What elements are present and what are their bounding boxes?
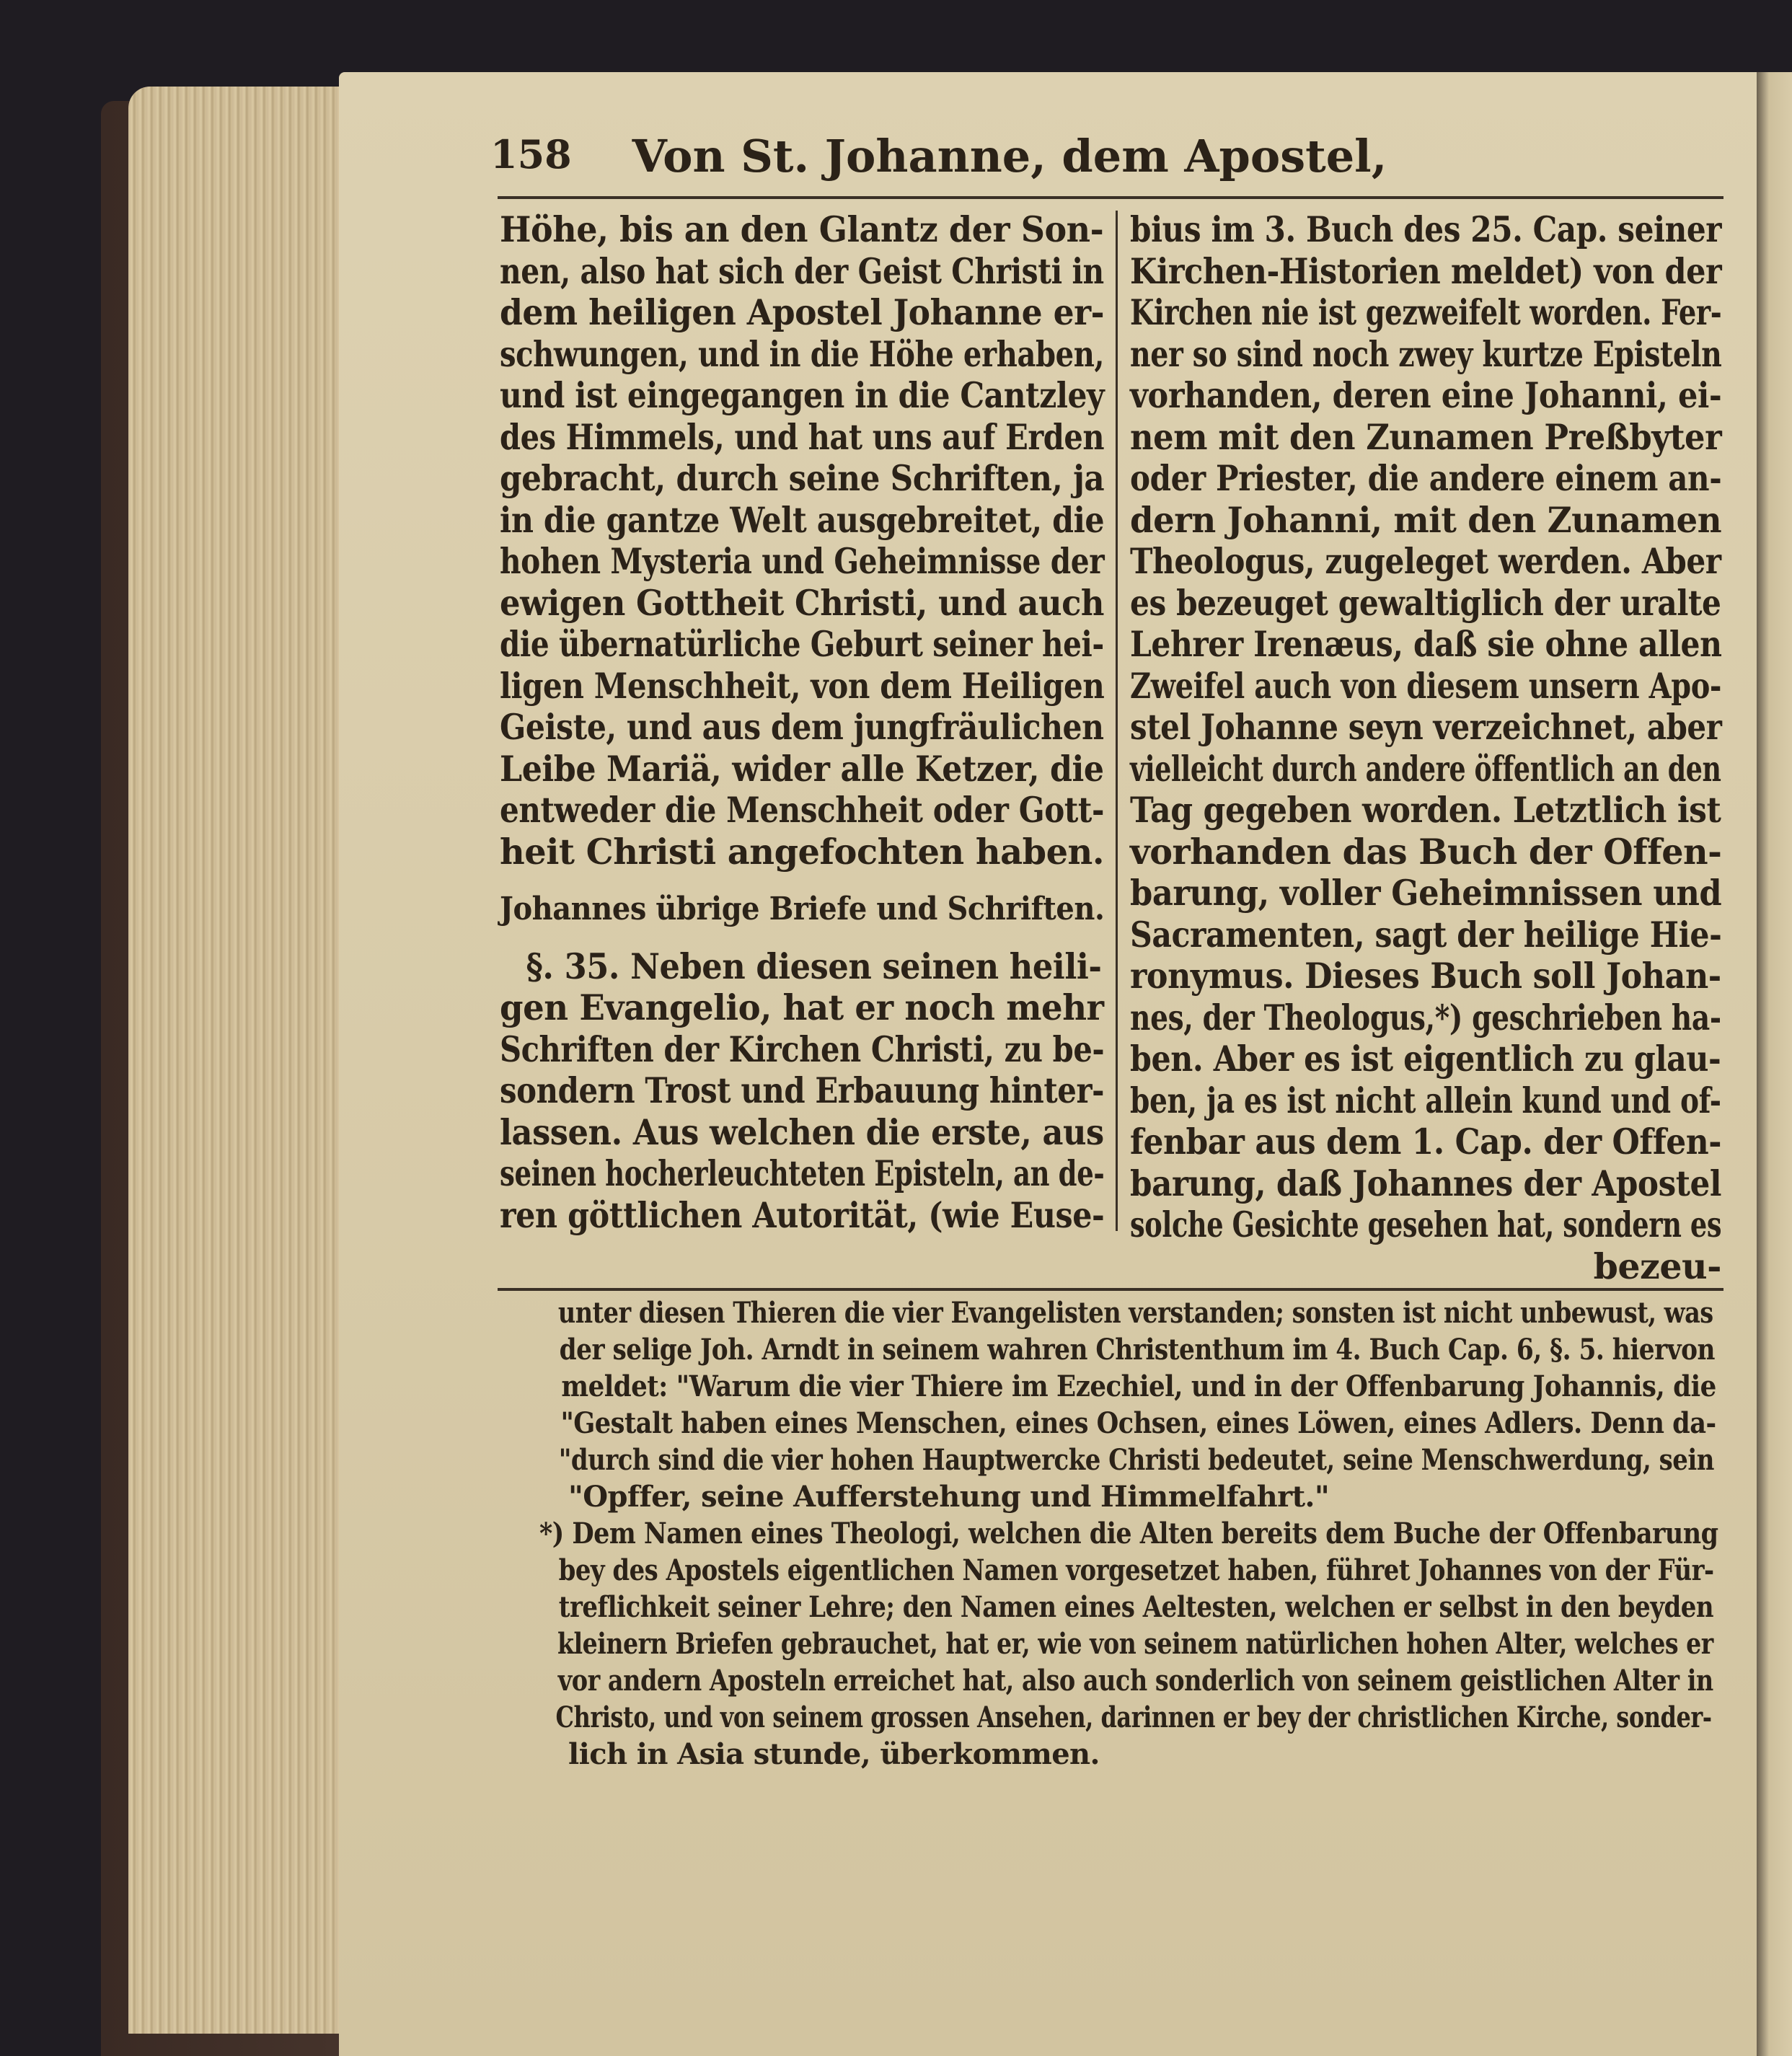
- text-line: ewigen Gottheit Christi, und auch: [500, 581, 1105, 624]
- text-line: vielleicht durch andere öffentlich an den: [1130, 747, 1721, 790]
- text-line: bius im 3. Buch des 25. Cap. seiner: [1130, 208, 1722, 250]
- column-divider: [1116, 211, 1118, 1231]
- text-line: entweder die Menschheit oder Gott-: [500, 789, 1104, 831]
- text-line: Sacramenten, sagt der heilige Hie-: [1130, 913, 1722, 956]
- running-title: Von St. Johanne, dem Apostel,: [632, 130, 1387, 182]
- text-line: schwungen, und in die Höhe erhaben,: [500, 332, 1105, 375]
- footnote-line: "durch sind die vier hohen Hauptwercke Christi bedeutet, seine Menschwerdung, sein: [558, 1443, 1714, 1477]
- text-line: Lehrer Irenæus, daß sie ohne allen: [1130, 623, 1722, 665]
- text-line: vorhanden, deren eine Johanni, ei-: [1130, 374, 1722, 416]
- header-rule: [498, 196, 1723, 199]
- text-line: solche Gesichte gesehen hat, sondern es: [1130, 1204, 1722, 1245]
- text-line: Kirchen-Historien meldet) von der: [1130, 250, 1722, 292]
- text-line: des Himmels, und hat uns auf Erden: [500, 415, 1105, 458]
- spacer: [500, 930, 1104, 946]
- text-line: ronymus. Dieses Buch soll Johan-: [1130, 955, 1721, 997]
- text-line: lassen. Aus welchen die erste, aus: [500, 1111, 1104, 1153]
- footnote-line: kleinern Briefen gebrauchet, hat er, wie von seinem natürlichen hohen Alter, welches er: [557, 1627, 1713, 1661]
- footnote-line: unter diesen Thieren die vier Evangelisten verstanden; sonsten ist nicht unbewust, was: [557, 1296, 1713, 1330]
- text-line: nem mit den Zunamen Preßbyter: [1130, 415, 1722, 458]
- text-line: die übernatürliche Geburt seiner hei-: [500, 623, 1104, 665]
- footnote-line: "Opffer, seine Aufferstehung und Himmelfahrt.": [568, 1480, 1330, 1514]
- spacer: [500, 873, 1104, 888]
- text-line: oder Priester, die andere einem an-: [1130, 457, 1722, 499]
- footnote-rule: [498, 1288, 1723, 1291]
- text-line: seinen hocherleuchteten Episteln, an de-: [500, 1152, 1105, 1194]
- text-line: ben. Aber es ist eigentlich zu glau-: [1130, 1038, 1721, 1080]
- text-line: ren göttlichen Autorität, (wie Euse-: [500, 1194, 1105, 1236]
- text-line: dern Johanni, mit den Zunamen: [1130, 498, 1722, 541]
- text-line: Zweifel auch von diesem unsern Apo-: [1130, 664, 1722, 707]
- footnote-line: lich in Asia stunde, überkommen.: [568, 1737, 1100, 1771]
- text-line: Schriften der Kirchen Christi, zu be-: [500, 1028, 1105, 1070]
- text-line: hohen Mysteria und Geheimnisse der: [500, 540, 1105, 582]
- text-line: sondern Trost und Erbauung hinter-: [500, 1069, 1105, 1111]
- footnote-line: meldet: "Warum die vier Thiere im Ezechiel, und in der Offenbarung Johannis, die: [561, 1369, 1716, 1403]
- footnotes: [505, 1294, 1723, 1773]
- text-line: dem heiligen Apostel Johanne er-: [500, 291, 1105, 333]
- text-line: Theologus, zugeleget werden. Aber: [1130, 540, 1721, 582]
- footnote-line: treflichkeit seiner Lehre; den Namen eines Aeltesten, welchen er selbst in den beyden: [558, 1590, 1714, 1624]
- text-line: §. 35. Neben diesen seinen heili-: [526, 945, 1102, 987]
- left-column: [500, 209, 1104, 1236]
- text-line: es bezeuget gewaltiglich der uralte: [1130, 581, 1721, 624]
- text-line: ner so sind noch zwey kurtze Episteln: [1130, 332, 1722, 375]
- right-column: [1130, 209, 1721, 1287]
- text-line: Kirchen nie ist gezweifelt worden. Fer-: [1130, 291, 1722, 333]
- text-line: Höhe, bis an den Glantz der Son-: [500, 208, 1104, 250]
- footnote-line: Christo, und von seinem grossen Ansehen, darinnen er bey der christlichen Kirche, sonder-: [555, 1700, 1712, 1734]
- footnote-line: vor andern Aposteln erreichet hat, also auch sonderlich von seinem geistlichen Alter in: [557, 1664, 1713, 1698]
- footnote-line: "Gestalt haben eines Menschen, eines Ochsen, eines Löwen, eines Adlers. Denn da-: [560, 1406, 1716, 1440]
- page-number: 158: [490, 131, 572, 177]
- text-line: gen Evangelio, hat er noch mehr: [500, 987, 1104, 1028]
- text-line: Geiste, und aus dem jungfräulichen: [500, 706, 1104, 748]
- text-line: Tag gegeben worden. Letztlich ist: [1130, 789, 1721, 831]
- text-line: stel Johanne seyn verzeichnet, aber: [1130, 706, 1722, 748]
- text-line: in die gantze Welt ausgebreitet, die: [500, 498, 1105, 541]
- text-line: fenbar aus dem 1. Cap. der Offen-: [1130, 1121, 1722, 1162]
- text-line: barung, daß Johannes der Apostel: [1130, 1162, 1722, 1204]
- text-line: barung, voller Geheimnissen und: [1130, 872, 1722, 914]
- page-stack-edge: [128, 87, 352, 2034]
- text-line: ligen Menschheit, von dem Heiligen: [500, 664, 1105, 707]
- section-heading: Johannes übrige Briefe und Schriften.: [500, 891, 1105, 927]
- facing-page-edge: [1757, 72, 1792, 2056]
- text-line: und ist eingegangen in die Cantzley: [500, 374, 1105, 416]
- text-line: ben, ja es ist nicht allein kund und of-: [1130, 1079, 1721, 1121]
- footnote-line: bey des Apostels eigentlichen Namen vorgesetzet haben, führet Johannes von der Für-: [558, 1553, 1714, 1587]
- text-line: Leibe Mariä, wider alle Ketzer, die: [500, 747, 1104, 790]
- text-line: vorhanden das Buch der Offen-: [1130, 830, 1722, 873]
- catchword: bezeu-: [1593, 1245, 1721, 1287]
- text-line: nen, also hat sich der Geist Christi in: [500, 250, 1104, 292]
- footnote-line: *) Dem Namen eines Theologi, welchen die Alten bereits dem Buche der Offenbarung: [539, 1517, 1718, 1550]
- footnote-line: der selige Joh. Arndt in seinem wahren Christenthum im 4. Buch Cap. 6, §. 5. hiervon: [559, 1333, 1716, 1367]
- text-line: nes, der Theologus,*) geschrieben ha-: [1130, 996, 1721, 1038]
- text-line: heit Christi angefochten haben.: [500, 830, 1104, 873]
- text-line: gebracht, durch seine Schriften, ja: [500, 457, 1105, 499]
